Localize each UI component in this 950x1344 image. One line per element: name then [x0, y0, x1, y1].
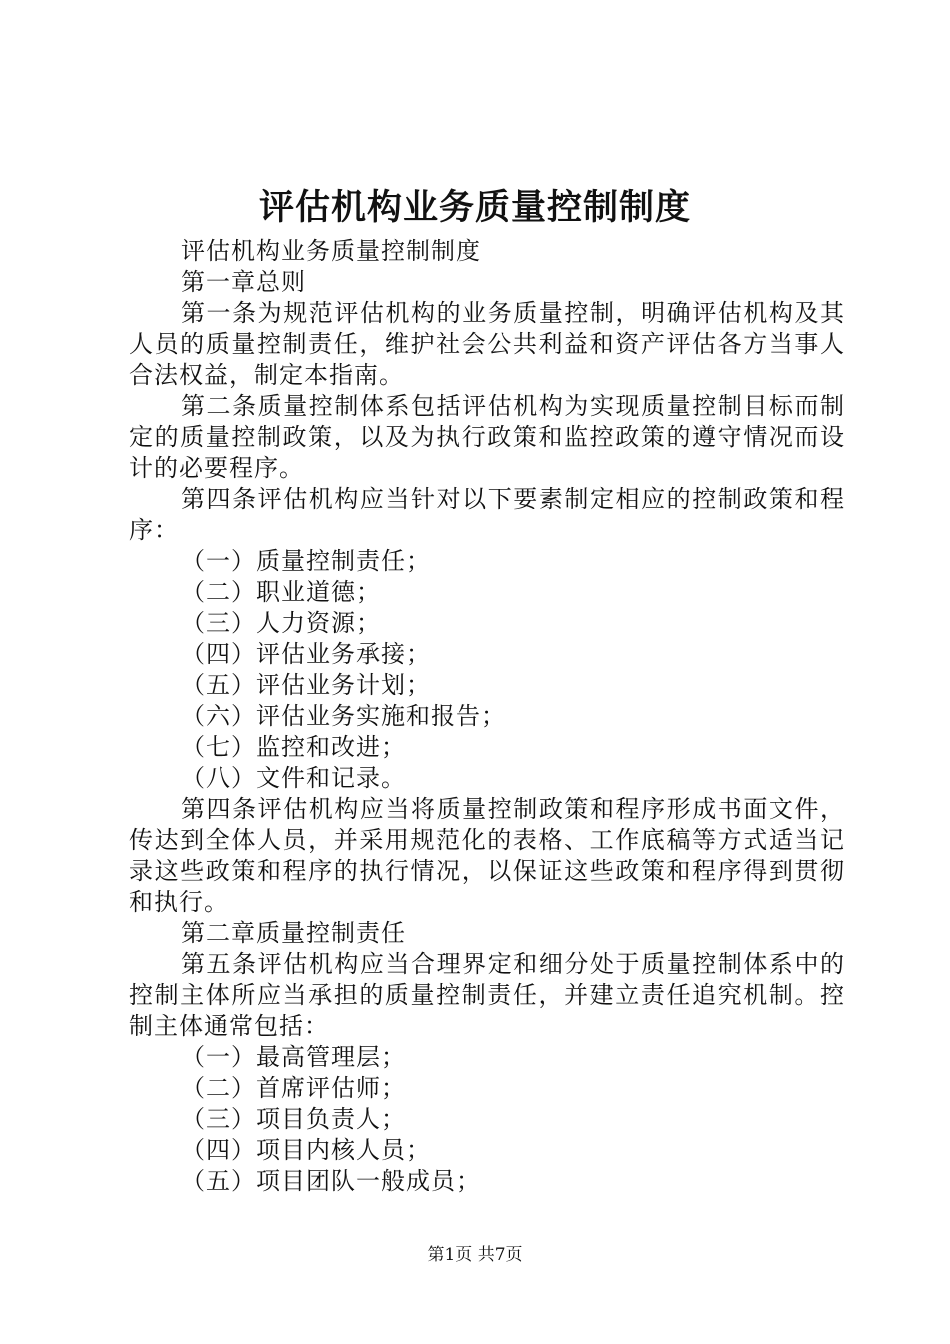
paragraph-article: 第五条评估机构应当合理界定和细分处于质量控制体系中的控制主体所应当承担的质量控制责任，并建立责任追究机制。控制主体通常包括：: [129, 950, 845, 1040]
list-item: （二）职业道德；: [181, 578, 381, 606]
list-item: （三）项目负责人；: [181, 1105, 406, 1133]
list-item: （五）评估业务计划；: [181, 671, 431, 699]
list-item: （四）评估业务承接；: [181, 640, 431, 668]
paragraph-chapter-heading: 第一章总则: [181, 268, 306, 296]
list-item: （三）人力资源；: [181, 609, 381, 637]
list-item: （二）首席评估师；: [181, 1074, 406, 1102]
list-item: （一）质量控制责任；: [181, 547, 431, 575]
list-item: （一）最高管理层；: [181, 1043, 406, 1071]
list-item: （八）文件和记录。: [181, 764, 406, 792]
list-item: （六）评估业务实施和报告；: [181, 702, 506, 730]
paragraph-subtitle: 评估机构业务质量控制制度: [181, 237, 481, 265]
document-title: 评估机构业务质量控制制度: [258, 187, 691, 228]
document-body: [129, 236, 845, 1197]
page-number: 第1页 共7页: [427, 1245, 523, 1265]
paragraph-article: 第一条为规范评估机构的业务质量控制，明确评估机构及其人员的质量控制责任，维护社会公共利益和资产评估各方当事人合法权益，制定本指南。: [129, 299, 845, 389]
list-item: （五）项目团队一般成员；: [181, 1167, 481, 1195]
list-item: （四）项目内核人员；: [181, 1136, 431, 1164]
list-item: （七）监控和改进；: [181, 733, 406, 761]
paragraph-article: 第二条质量控制体系包括评估机构为实现质量控制目标而制定的质量控制政策，以及为执行政策和监控政策的遵守情况而设计的必要程序。: [129, 392, 845, 482]
paragraph-chapter-heading: 第二章质量控制责任: [181, 919, 406, 947]
paragraph-article: 第四条评估机构应当将质量控制政策和程序形成书面文件，传达到全体人员，并采用规范化的表格、工作底稿等方式适当记录这些政策和程序的执行情况，以保证这些政策和程序得到贯彻和执行。: [129, 795, 845, 916]
paragraph-article: 第四条评估机构应当针对以下要素制定相应的控制政策和程序：: [129, 485, 845, 544]
